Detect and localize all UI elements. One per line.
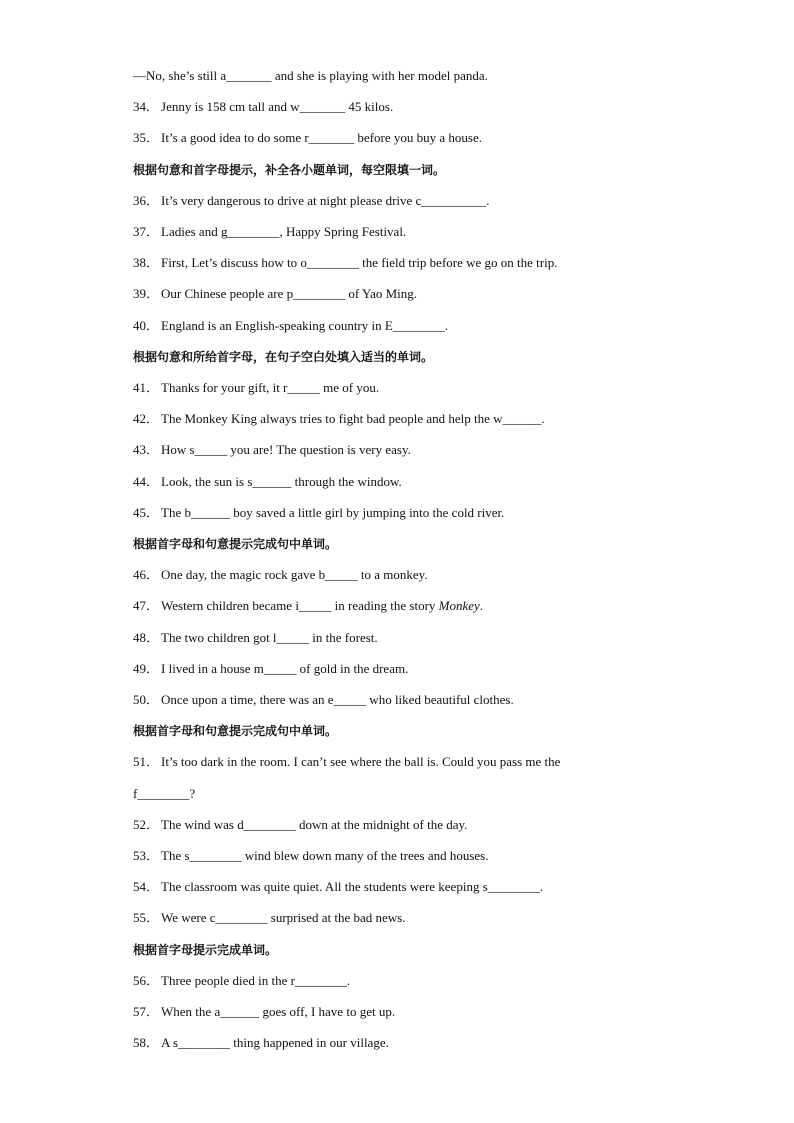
exercise-item — [133, 99, 753, 115]
item-number: 44． — [133, 473, 160, 489]
exercise-item — [133, 848, 753, 864]
exercise-item — [133, 754, 753, 770]
item-text: The b______ boy saved a little girl by jumping into the cold river. — [161, 504, 505, 520]
exercise-item — [133, 255, 753, 271]
exercise-item — [133, 224, 753, 240]
exercise-item — [133, 68, 753, 84]
item-text: Thanks for your gift, it r_____ me of you. — [161, 380, 380, 395]
exercise-item — [133, 193, 753, 209]
exercise-item — [133, 380, 753, 396]
item-text: It’s too dark in the room. I can’t see where the ball is. Could you pass me the — [161, 754, 561, 770]
exercise-item — [133, 130, 753, 146]
item-text: Our Chinese people are p________ of Yao Ming. — [161, 286, 418, 302]
item-number: 52． — [133, 816, 160, 832]
section-heading: 根据首字母和句意提示完成句中单词。 — [133, 724, 338, 739]
item-text: A s________ thing happened in our village. — [161, 1035, 389, 1051]
item-number: 42． — [133, 411, 160, 427]
item-text: One day, the magic rock gave b_____ to a monkey. — [161, 567, 428, 583]
item-number: 35． — [133, 130, 160, 146]
item-text: Western children became i_____ in reading the story — [161, 598, 439, 614]
item-number: 39． — [133, 286, 160, 302]
item-number: 50． — [133, 692, 160, 707]
item-number: 49． — [133, 660, 160, 676]
item-number: 36． — [133, 192, 160, 208]
item-text: I lived in a house m_____ of gold in the dream. — [161, 660, 409, 676]
item-text: It’s very dangerous to drive at night please drive c__________. — [161, 192, 490, 208]
item-number: 38． — [133, 255, 160, 271]
item-number: 37． — [133, 224, 160, 239]
exercise-item — [133, 1004, 753, 1020]
exercise-item — [133, 879, 753, 895]
item-text: How s_____ you are! The question is very easy. — [161, 442, 411, 458]
item-text: We were c________ surprised at the bad news. — [161, 910, 406, 926]
item-text: Look, the sun is s______ through the window. — [161, 473, 402, 489]
exercise-item — [133, 286, 753, 302]
exercise-item — [133, 1035, 753, 1051]
item-text: It’s a good idea to do some r_______ before you buy a house. — [161, 130, 482, 146]
item-number: 47． — [133, 598, 160, 614]
section-heading: 根据句意和首字母提示，补全各小题单词，每空限填一词。 — [133, 162, 446, 177]
exercise-item — [133, 598, 753, 614]
exercise-item — [133, 567, 753, 583]
exercise-item — [133, 910, 753, 926]
item-number: 48． — [133, 629, 160, 645]
item-number: 34． — [133, 99, 160, 115]
item-number: 54． — [133, 879, 160, 895]
exercise-item — [133, 630, 753, 646]
item-text: Once upon a time, there was an e_____ who liked beautiful clothes. — [161, 692, 514, 707]
item-number: 55． — [133, 910, 160, 926]
item-text: When the a______ goes off, I have to get up. — [161, 1004, 396, 1019]
item-number: 45． — [133, 504, 160, 520]
item-text: The wind was d________ down at the midnight of the day. — [161, 816, 468, 832]
item-text: The s________ wind blew down many of the trees and houses. — [161, 848, 489, 863]
item-number: 41． — [133, 380, 160, 395]
exercise-item — [133, 817, 753, 833]
item-number: 46． — [133, 567, 160, 583]
item-number: 58． — [133, 1035, 160, 1051]
item-number: 51． — [133, 754, 160, 770]
exercise-item — [133, 411, 753, 427]
item-text: Three people died in the r________. — [161, 972, 351, 988]
exercise-item — [133, 318, 753, 334]
item-text: First, Let’s discuss how to o________ the field trip before we go on the trip. — [161, 255, 558, 271]
item-number: 56． — [133, 972, 160, 988]
exercise-item — [133, 661, 753, 677]
italic-title: Monkey — [438, 598, 480, 614]
item-number: 43． — [133, 442, 160, 458]
exercise-item — [133, 973, 753, 989]
section-heading: 根据首字母提示完成单词。 — [133, 942, 278, 957]
item-number: 40． — [133, 317, 160, 333]
item-number: 53． — [133, 848, 160, 863]
item-text-after: . — [479, 598, 484, 614]
item-text: The Monkey King always tries to fight bad people and help the w______. — [161, 411, 545, 427]
item-text: England is an English-speaking country in E________. — [161, 317, 449, 333]
item-text: Ladies and g________, Happy Spring Festival. — [161, 224, 407, 239]
item-text: f________? — [133, 785, 196, 801]
exercise-item — [133, 786, 753, 802]
section-heading: 根据首字母和句意提示完成句中单词。 — [133, 537, 338, 551]
exercise-item — [133, 505, 753, 521]
item-text: Jenny is 158 cm tall and w_______ 45 kilos. — [161, 99, 394, 115]
item-number: 57． — [133, 1004, 160, 1019]
exercise-item — [133, 474, 753, 490]
exercise-item — [133, 442, 753, 458]
exercise-item — [133, 692, 753, 708]
item-text: The two children got l_____ in the forest. — [161, 629, 378, 645]
section-heading: 根据句意和所给首字母，在句子空白处填入适当的单词。 — [133, 349, 434, 364]
item-text: The classroom was quite quiet. All the students were keeping s________. — [161, 879, 543, 895]
item-text: —No, she’s still a_______ and she is playing with her model panda. — [133, 68, 488, 83]
